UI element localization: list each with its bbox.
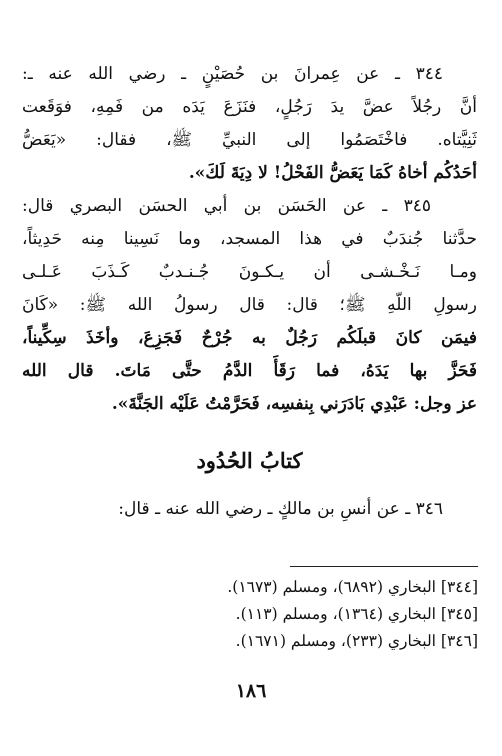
hadith-345-line-1: ٣٤٥ ـ عن الحَسَن بن أبي الحسَن البصري قال:: [22, 196, 431, 216]
hadith-344-line-4: أحَدُكُم أخاهُ كَمَا يَعَضُّ الفَحْلُ! لا دِيَةَ لَكَ».: [188, 163, 477, 183]
footnote-divider: [290, 566, 478, 567]
hadith-345-line-7: عز وجل: عَبْدِي بَادَرَني بِنفسِه، فَحَرَّمْتُ عَلَيْه الجَنَّةَ».: [111, 394, 477, 414]
hadith-345-line-4: رسولِ اللّهِ ﷺ؛ قال: قال رسولُ الله ﷺ: «كَانَ: [22, 295, 477, 315]
spacer: [22, 481, 477, 493]
hadith-345-line-5: فيمَن كانَ قبلَكُم رَجُلٌ به جُرْحٌ فَجَزِعَ، وأخَذَ سِكِّيناً،: [22, 328, 477, 348]
section-title: كتابُ الحُدُود: [196, 448, 303, 473]
hadith-346-line-1: ٣٤٦ ـ عن أنسِ بن مالكٍ ـ رضي الله عنه ـ قال:: [118, 499, 443, 519]
hadith-344-line-1: ٣٤٤ ـ عن عِمرانَ بن حُصَيْنٍ ـ رضي الله عنه ـ:: [22, 64, 443, 84]
hadith-345-line-6: فَحَزَّ بها يَدَهُ، فما رَقَأَ الدَّمُ حتَّى مَاتَ. قال الله: [22, 361, 477, 381]
hadith-345-line-3: ومـا نَـخْـشـى أن يـكـونَ جُـنـدبٌ كَـذَبَ عَـلـى: [22, 262, 477, 282]
footnote-346: [٣٤٦] البخاري (٢٣٣)، ومسلم (١٦٧١).: [235, 632, 478, 650]
footnote-344: [٣٤٤] البخاري (٦٨٩٢)، ومسلم (١٦٧٣).: [227, 578, 478, 596]
hadith-344-line-3: ثَنِيَّتاه. فاخْتَصَمُوا إلى النبيِّ ﷺ، فقال: «يَعَضُّ: [22, 130, 477, 150]
hadith-344-line-2: أنَّ رجُلاً عضَّ يدَ رَجُلٍ، فنَزَعَ يَدَه من فَمِهِ، فوَقَعت: [22, 97, 477, 117]
footnote-345: [٣٤٥] البخاري (١٣٦٤)، ومسلم (١١٣).: [235, 605, 478, 623]
page-number: ١٨٦: [235, 680, 267, 702]
footnotes: [38, 574, 478, 655]
hadith-345-line-2: حدَّثنا جُندَبٌ في هذا المسجد، وما نَسِينا مِنه حَدِيثاً،: [22, 229, 477, 249]
main-text: [22, 58, 477, 526]
